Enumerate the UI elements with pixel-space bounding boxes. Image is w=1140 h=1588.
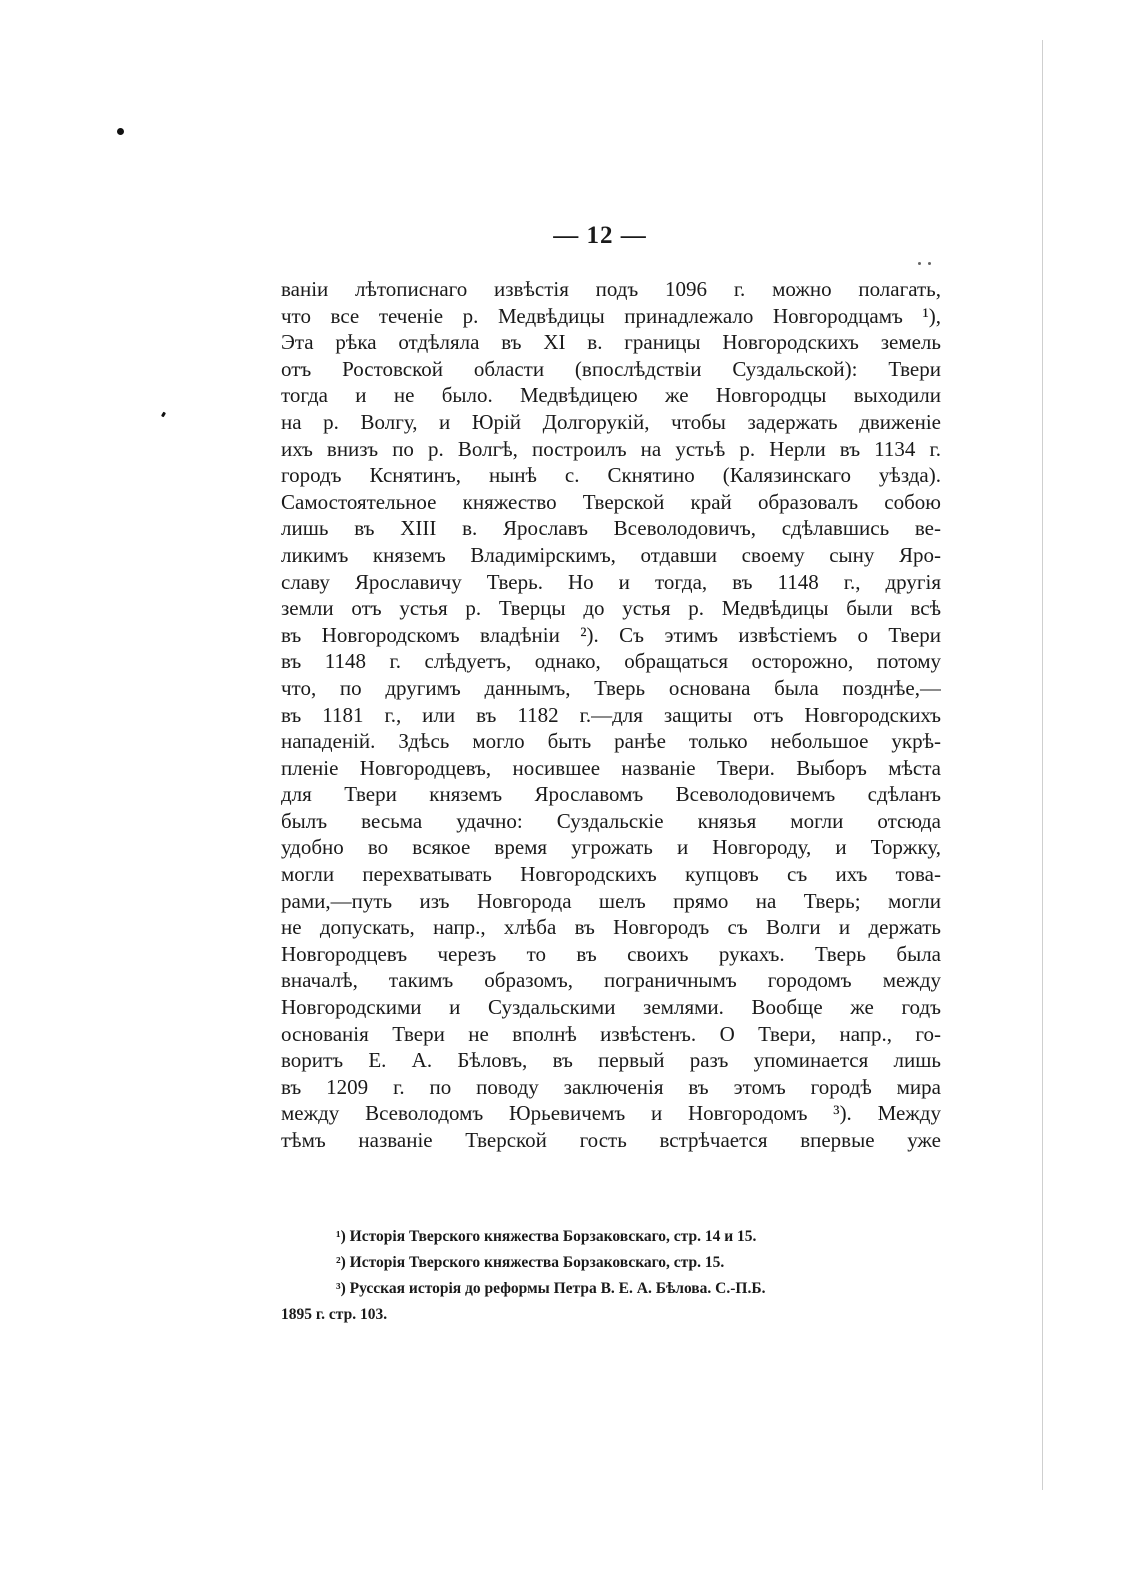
text-line: лишь въ XIII в. Ярославъ Всеволодовичъ, сдѣлавшись ве- xyxy=(281,516,941,541)
ink-speck xyxy=(918,262,921,265)
text-line: въ Новгородскомъ владѣнiи ²). Съ этимъ извѣстiемъ о Твери xyxy=(281,622,941,647)
text-line: основанiя Твери не вполнѣ извѣстенъ. О Твери, напр., го- xyxy=(281,1021,941,1046)
text-line: ванiи лѣтописнаго извѣстiя подъ 1096 г. можно полагать, xyxy=(281,277,941,301)
text-line: земли отъ устья р. Тверцы до устья р. Медвѣдицы были всѣ xyxy=(281,596,941,621)
text-line: городъ Кснятинъ, нынѣ с. Скнятино (Калязинскаго уѣзда). xyxy=(281,463,941,488)
text-line: въ 1181 г., или въ 1182 г.—для защиты отъ Новгородскихъ xyxy=(281,702,941,727)
footnote: ¹) Исторiя Тверского княжества Борзаковскаго, стр. 14 и 15. xyxy=(336,1228,757,1245)
text-line: между Всеволодомъ Юрьевичемъ и Новгородомъ ³). Между xyxy=(281,1101,941,1126)
footnotes xyxy=(281,1224,941,1328)
ink-speck xyxy=(117,128,124,135)
ink-speck xyxy=(161,412,166,418)
text-line: въ 1148 г. слѣдуетъ, однако, обращаться осторожно, потому xyxy=(281,649,941,674)
footnote: ²) Исторiя Тверского княжества Борзаковскаго, стр. 15. xyxy=(336,1254,725,1271)
text-line: въ 1209 г. по поводу заключенiя въ этомъ городѣ мира xyxy=(281,1074,941,1099)
footnote-continuation: 1895 г. стр. 103. xyxy=(281,1306,388,1323)
text-line: Самостоятельное княжество Тверской край образовалъ собою xyxy=(281,489,941,514)
text-line: могли перехватывать Новгородскихъ купцовъ съ ихъ това- xyxy=(281,862,941,887)
text-line: удобно во всякое время угрожать и Новгороду, и Торжку, xyxy=(281,835,941,860)
text-line: тогда и не было. Медвѣдицею же Новгородцы выходили xyxy=(281,383,941,408)
text-line: рами,—путь изъ Новгорода шелъ прямо на Тверь; могли xyxy=(281,888,941,913)
main-text xyxy=(281,276,941,1154)
text-line: былъ весьма удачно: Суздальскiе князья могли отсюда xyxy=(281,808,941,833)
text-line: на р. Волгу, и Юрiй Долгорукiй, чтобы задержать движенiе xyxy=(281,409,941,434)
text-line: Новгородскими и Суздальскими землями. Вообще же годъ xyxy=(281,995,941,1020)
text-line: что, по другимъ даннымъ, Тверь основана была позднѣе,— xyxy=(281,675,941,700)
text-line: что все теченiе р. Медвѣдицы принадлежало Новгородцамъ ¹), xyxy=(281,303,941,328)
text-line: славу Ярославичу Тверь. Но и тогда, въ 1148 г., другiя xyxy=(281,569,941,594)
page-number: — 12 — xyxy=(553,222,647,249)
footnote: ³) Русская исторiя до реформы Петра В. Е. А. Бѣлова. С.-П.Б. xyxy=(336,1280,766,1297)
text-line: вначалѣ, такимъ образомъ, пограничнымъ городомъ между xyxy=(281,968,941,993)
text-line: для Твери княземъ Ярославомъ Всеволодовичемъ сдѣланъ xyxy=(281,782,941,807)
text-line: ликимъ княземъ Владимiрскимъ, отдавши своему сыну Яро- xyxy=(281,542,941,567)
scan-margin-line xyxy=(1042,40,1043,1490)
text-line: Эта рѣка отдѣляла въ XI в. границы Новгородскихъ земель xyxy=(281,330,941,355)
text-line: пленiе Новгородцевъ, носившее названiе Твери. Выборъ мѣста xyxy=(281,755,941,780)
text-line: воритъ Е. А. Бѣловъ, въ первый разъ упоминается лишь xyxy=(281,1048,941,1073)
text-line: Новгородцевъ черезъ то въ своихъ рукахъ. Тверь была xyxy=(281,941,941,966)
text-line: не допускать, напр., хлѣба въ Новгородъ съ Волги и держать xyxy=(281,915,941,940)
text-line: нападенiй. Здѣсь могло быть ранѣе только небольшое укрѣ- xyxy=(281,729,941,754)
text-line: ихъ внизъ по р. Волгѣ, построилъ на устьѣ р. Нерли въ 1134 г. xyxy=(281,436,941,461)
text-line: тѣмъ названiе Тверской гость встрѣчается впервые уже xyxy=(281,1128,941,1152)
text-line: отъ Ростовской области (впослѣдствiи Суздальской): Твери xyxy=(281,356,941,381)
ink-speck xyxy=(928,262,931,265)
